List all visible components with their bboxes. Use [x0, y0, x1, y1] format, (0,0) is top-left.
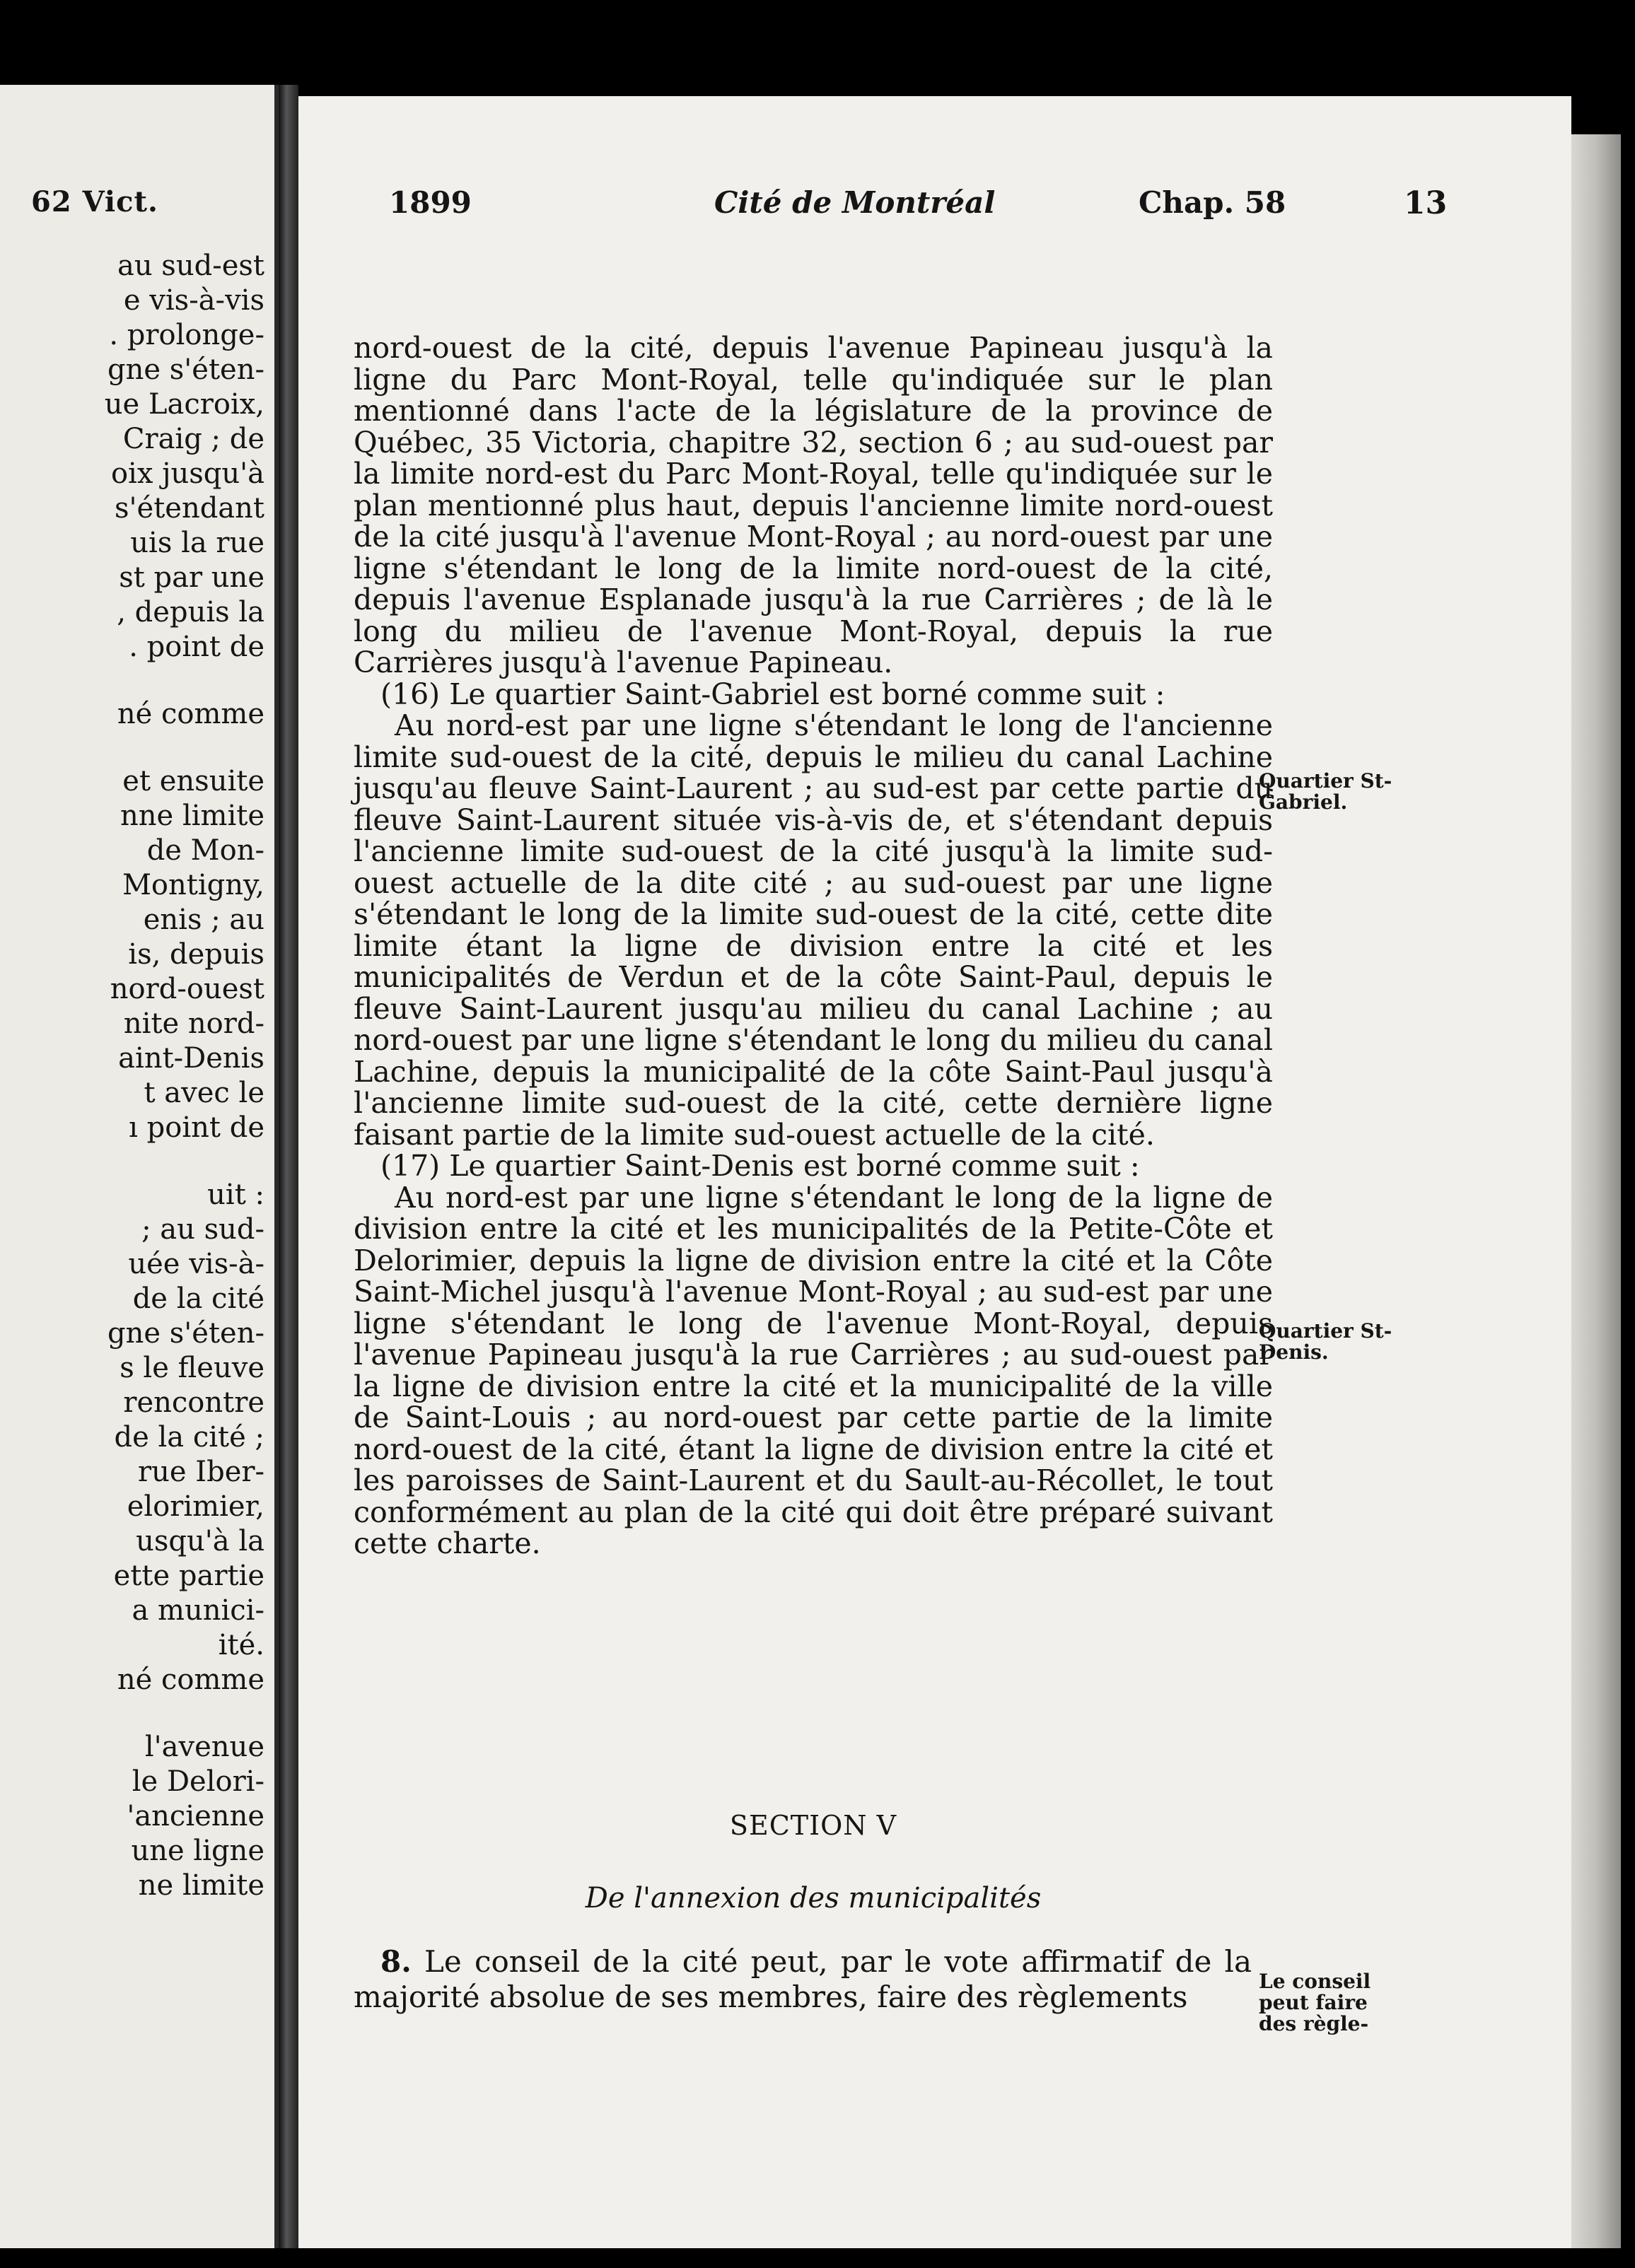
left-page-line: né comme	[117, 1664, 264, 1696]
header-year: 1899	[389, 185, 472, 220]
left-page-line: nne limite	[120, 800, 264, 832]
left-page-line: . point de	[129, 631, 264, 663]
left-page-line: is, depuis	[128, 938, 264, 971]
left-page-line: ı point de	[129, 1111, 264, 1144]
left-page-line: t avec le	[144, 1077, 264, 1109]
left-page-line: . prolonge-	[109, 319, 264, 351]
left-page-line: le Delori-	[132, 1765, 264, 1798]
body-text	[354, 332, 1273, 1560]
margin-note-line: des règle-	[1259, 2012, 1369, 2035]
margin-note-conseil	[1259, 1971, 1371, 2035]
margin-note-line: Le conseil	[1259, 1970, 1371, 1993]
paragraph-continued: nord-ouest de la cité, depuis l'avenue Papineau jusqu'à la ligne du Parc Mont-Royal, telle qu'indiquée sur le plan mentionné dans l'acte de la législature de la province de Québec, 35 Victoria, chapitre 32, section 6 ; au sud-ouest par la limite nord-est du Parc Mont-Royal, telle qu'indiquée sur le plan mentionné plus haut, depuis l'ancienne limite nord-ouest de la cité jusqu'à l'avenue Mont-Royal ; au nord-ouest par une ligne s'étendant le long de la limite nord-ouest de la cité, depuis l'avenue Esplanade jusqu'à la rue Carrières ; de là le long du milieu de l'avenue Mont-Royal, depuis la rue Carrières jusqu'à l'avenue Papineau.	[354, 331, 1273, 679]
left-page-line: uis la rue	[130, 527, 264, 559]
left-page-line: au sud-est	[117, 250, 264, 282]
margin-note-line: peut faire	[1259, 1991, 1368, 2014]
left-page-line: enis ; au	[143, 904, 264, 936]
left-page-line: oix jusqu'à	[110, 457, 264, 490]
left-page-line: rue Iber-	[138, 1456, 264, 1488]
left-page-header: 62 Vict.	[31, 185, 158, 218]
paragraph-17-body: Au nord-est par une ligne s'étendant le long de la ligne de division entre la cité et les municipalités de la Petite-Côte et Delorimier, depuis la ligne de division entre la cité et la Côte Saint-Michel jusqu'à l'avenue Mont-Royal ; au sud-est par une ligne s'étendant le long de l'avenue Mont-Royal, depuis l'avenue Papineau jusqu'à la rue Carrières ; au sud-ouest par la ligne de division entre la cité et la municipalité de la ville de Saint-Louis ; au nord-ouest par cette partie de la limite nord-ouest de la cité, étant la ligne de division entre la cité et les paroisses de Saint-Laurent et du Sault-au-Récollet, le tout conformément au plan de la cité qui doit être préparé suivant cette charte.	[354, 1180, 1273, 1560]
article-8-number: 8.	[380, 1944, 412, 1979]
left-page-line: ; au sud-	[141, 1213, 264, 1246]
left-page-line: , depuis la	[117, 596, 264, 629]
article-8	[354, 1944, 1252, 2015]
margin-note-line: Denis.	[1259, 1340, 1329, 1364]
article-8-text: Le conseil de la cité peut, par le vote affirmatif de la majorité absolue de ses membres, faire des règlements	[354, 1944, 1252, 2014]
left-page-line: ue Lacroix,	[104, 388, 264, 421]
left-page-line: uit :	[207, 1179, 264, 1211]
paragraph-17-heading: (17) Le quartier Saint-Denis est borné comme suit :	[380, 1149, 1140, 1183]
left-page-line: et ensuite	[122, 765, 264, 797]
left-page-line: elorimier,	[127, 1490, 264, 1523]
left-page-line: Craig ; de	[122, 423, 264, 455]
section-heading: SECTION V	[729, 1810, 897, 1841]
page-number: 13	[1404, 185, 1448, 221]
left-page-line: ette partie	[113, 1560, 264, 1592]
left-page-line: nord-ouest	[110, 973, 264, 1005]
left-page-line	[24, 732, 264, 764]
left-page-line: ité.	[218, 1629, 264, 1661]
header-chapter: Chap. 58	[1139, 185, 1286, 220]
left-page-line: de la cité	[132, 1282, 264, 1315]
left-page-line	[24, 665, 264, 697]
margin-note-line: Quartier St-	[1259, 1319, 1392, 1343]
section-subheading: De l'annexion des municipalités	[585, 1882, 1042, 1915]
left-page-line: aint-Denis	[118, 1042, 264, 1075]
left-page-line: uée vis-à-	[128, 1248, 264, 1280]
left-page-line: rencontre	[123, 1386, 264, 1419]
margin-note-st-denis	[1259, 1321, 1392, 1363]
paragraph-16-body: Au nord-est par une ligne s'étendant le long de l'ancienne limite sud-ouest de la cité, depuis le milieu du canal Lachine jusqu'au fleuve Saint-Laurent ; au sud-est par cette partie du fleuve Saint-Laurent située vis-à-vis de, et s'étendant depuis l'ancienne limite sud-ouest de la cité jusqu'à la limite sud-ouest actuelle de la dite cité ; au sud-ouest par une ligne s'étendant le long de la limite sud-ouest de la cité, cette dite limite étant la ligne de division entre la cité et les municipalités de Verdun et de la côte Saint-Paul, depuis le fleuve Saint-Laurent jusqu'au milieu du canal Lachine ; au nord-ouest par une ligne s'étendant le long du milieu du canal Lachine, depuis la municipalité de la côte Saint-Paul jusqu'à l'ancienne limite sud-ouest de la cité, cette dernière ligne faisant partie de la limite sud-ouest actuelle de la cité.	[354, 708, 1273, 1152]
left-page-line	[24, 1145, 264, 1178]
left-page-line: gne s'éten-	[107, 1317, 264, 1350]
left-page-line: de la cité ;	[114, 1421, 264, 1454]
left-page-line: a munici-	[132, 1594, 264, 1627]
left-page-line: une ligne	[131, 1835, 264, 1867]
left-page-line: né comme	[117, 698, 264, 730]
left-page-line: s'étendant	[115, 492, 264, 525]
left-page-line: ne limite	[138, 1869, 264, 1902]
left-page-line: nite nord-	[123, 1007, 264, 1040]
left-page-line: Montigny,	[122, 869, 264, 901]
header-title: Cité de Montréal	[714, 185, 996, 220]
left-page-line: st par une	[119, 561, 264, 594]
margin-note-st-gabriel	[1259, 771, 1392, 813]
left-page-line: 'ancienne	[127, 1800, 264, 1832]
left-page-line: e vis-à-vis	[123, 284, 264, 317]
paragraph-16-heading: (16) Le quartier Saint-Gabriel est borné comme suit :	[380, 677, 1165, 711]
left-page-line	[24, 1697, 264, 1730]
left-page-line: s le fleuve	[120, 1352, 264, 1384]
left-page-text	[24, 249, 264, 1903]
book-binding	[279, 85, 298, 2248]
left-page-line: usqu'à la	[136, 1525, 264, 1557]
left-page-line: gne s'éten-	[107, 353, 264, 386]
margin-note-line: Quartier St-	[1259, 769, 1392, 793]
page-edge	[1571, 134, 1621, 2248]
left-page-line: de Mon-	[146, 834, 264, 867]
left-page	[0, 85, 279, 2248]
left-page-line: l'avenue	[144, 1731, 264, 1763]
margin-note-line: Gabriel.	[1259, 790, 1348, 814]
